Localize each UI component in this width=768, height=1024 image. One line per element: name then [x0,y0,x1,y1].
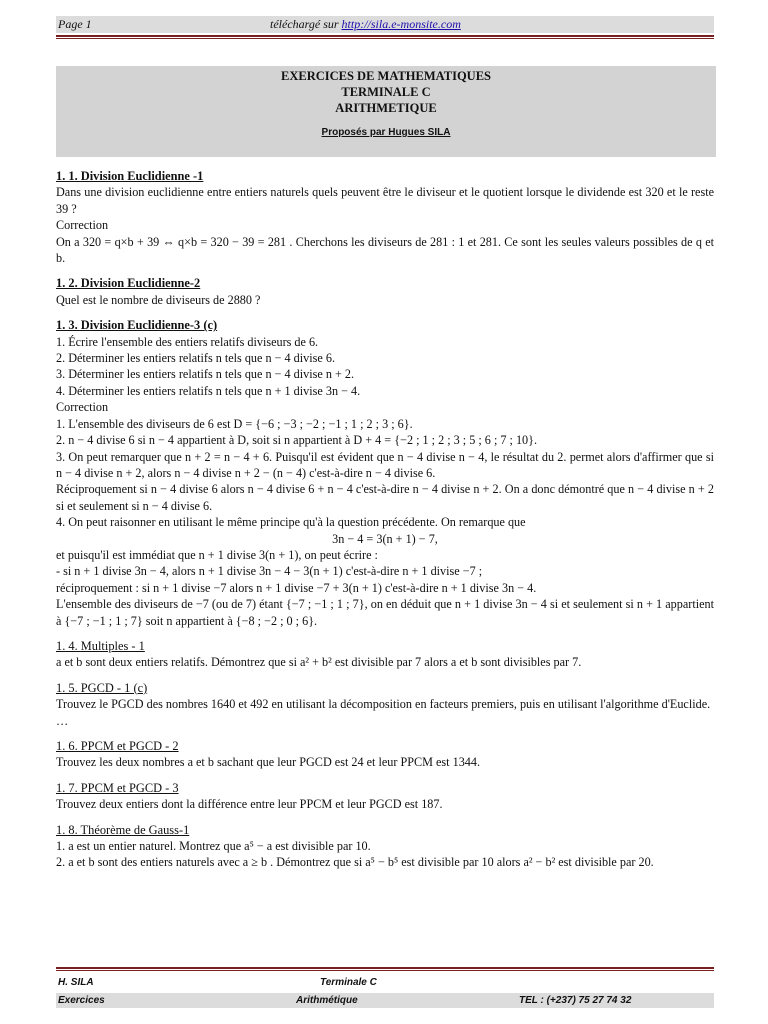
footer-rule [56,967,714,969]
correction-text: - si n + 1 divise 3n − 4, alors n + 1 divise 3n − 4 − 3(n + 1) c'est-à-dire n + 1 divise −7 ; [56,564,483,579]
exercise-text: Trouvez les deux nombres a et b sachant que leur PGCD est 24 et leur PPCM est 1344. [56,755,481,770]
download-prefix: téléchargé sur [270,17,342,31]
exercise-text: Dans une division euclidienne entre entiers naturels quels peuvent être le diviseur et le quotient lorsque le dividende est 320 et le reste 39 ? [56,185,714,216]
section-heading-1-6: 1. 6. PPCM et PGCD - 2 [56,739,179,753]
document-body [56,168,714,871]
exercise-text: 2. Déterminer les entiers relatifs n tels que n − 4 divise 6. [56,351,335,366]
site-link[interactable]: http://sila.e-monsite.com [341,17,461,31]
footer-subject: Arithmétique [296,995,358,1006]
correction-text: L'ensemble des diviseurs de −7 (ou de 7) étant {−7 ; −1 ; 1 ; 7}, on en déduit que n + 1 divise 3n − 4 si et seulement si n + 1 appartient à {−7 ; −1 ; 1 ; 7} soit n appartient à {−8 ; −2 ; 0 ; 6}. [56,597,714,628]
ellipsis: … [56,713,69,728]
section-heading-1-3: 1. 3. Division Euclidienne-3 (c) [56,318,218,333]
footer-type: Exercices [58,995,105,1006]
correction-text: 4. On peut raisonner en utilisant le même principe qu'à la question précédente. On remarque que [56,515,526,530]
footer-level: Terminale C [320,977,377,988]
title-box [56,66,716,157]
title-line-1: EXERCICES DE MATHEMATIQUES [281,69,491,83]
page-header [56,16,714,33]
correction-text: et puisqu'il est immédiat que n + 1 divise 3(n + 1), on peut écrire : [56,547,378,562]
section-heading-1-5: 1. 5. PGCD - 1 (c) [56,680,148,695]
section-heading-1-2: 1. 2. Division Euclidienne-2 [56,276,201,291]
correction-label: Correction [56,400,109,415]
equation: 3n − 4 = 3(n + 1) − 7, [332,531,438,546]
author-line: Proposés par Hugues SILA [321,127,451,138]
correction-text: On a 320 = q×b + 39 ⇔ q×b = 320 − 39 = 281 . Cherchons les diviseurs de 281 : 1 et 281. Ce sont les seules valeurs possibles de q et b. [56,234,714,266]
correction-text: réciproquement : si n + 1 divise −7 alors n + 1 divise −7 + 3(n + 1) c'est-à-dire n + 1 divise 3n − 4. [56,580,537,595]
footer-row-2 [56,993,714,1008]
section-heading-1-1: 1. 1. Division Euclidienne -1 [56,169,204,183]
header-rule-thin [56,38,714,39]
footer-row-1 [56,975,714,990]
download-source [270,16,461,33]
footer-phone: TEL : (+237) 75 27 74 32 [519,995,632,1006]
exercise-text: 3. Déterminer les entiers relatifs n tels que n − 4 divise n + 2. [56,367,355,382]
exercise-text: a et b sont deux entiers relatifs. Démontrez que si a² + b² est divisible par 7 alors a et b sont divisibles par 7. [56,655,582,670]
page-number: Page 1 [58,17,92,31]
footer-author: H. SILA [58,977,94,988]
exercise-text: 1. Écrire l'ensemble des entiers relatifs diviseurs de 6. [56,334,319,349]
correction-text: 1. L'ensemble des diviseurs de 6 est D = {−6 ; −3 ; −2 ; −1 ; 1 ; 2 ; 3 ; 6}. [56,416,413,431]
title-line-3: ARITHMETIQUE [335,101,437,115]
correction-text: Réciproquement si n − 4 divise 6 alors n − 4 divise 6 + n − 4 c'est-à-dire n − 4 divise n + 2. On a donc démontré que n − 4 divise n + 2 si et seulement si n − 4 divise 6. [56,482,714,513]
correction-label: Correction [56,218,109,233]
exercise-text: Quel est le nombre de diviseurs de 2880 ? [56,292,261,307]
correction-text: 2. n − 4 divise 6 si n − 4 appartient à D, soit si n appartient à D + 4 = {−2 ; 1 ; 2 ; 3 ; 5 ; 6 ; 7 ; 10}. [56,433,538,448]
title-line-2: TERMINALE C [341,85,431,99]
exercise-text: 1. a est un entier naturel. Montrez que a⁵ − a est divisible par 10. [56,839,371,854]
correction-text: 3. On peut remarquer que n + 2 = n − 4 + 6. Puisqu'il est évident que n − 4 divise n − 4, le résultat du 2. permet alors d'affirmer que si n − 4 divise n + 2, alors n − 4 divise n + 2 − (n − 4) c'est-à-dire n − 4 divise 6. [56,449,714,480]
section-heading-1-8: 1. 8. Théorème de Gauss-1 [56,822,190,837]
header-rule [56,35,714,37]
exercise-text: Trouvez deux entiers dont la différence entre leur PPCM et leur PGCD est 187. [56,797,443,812]
section-heading-1-7: 1. 7. PPCM et PGCD - 3 [56,780,179,795]
exercise-text: Trouvez le PGCD des nombres 1640 et 492 en utilisant la décomposition en facteurs premiers, puis en utilisant l'algorithme d'Euclide. [56,697,711,712]
section-heading-1-4: 1. 4. Multiples - 1 [56,638,145,653]
exercise-text: 4. Déterminer les entiers relatifs n tels que n + 1 divise 3n − 4. [56,383,361,398]
exercise-text: 2. a et b sont des entiers naturels avec a ≥ b . Démontrez que si a⁵ − b⁵ est divisible par 10 alors a² − b² est divisible par 20. [56,855,654,870]
footer-rule-thin [56,970,714,971]
